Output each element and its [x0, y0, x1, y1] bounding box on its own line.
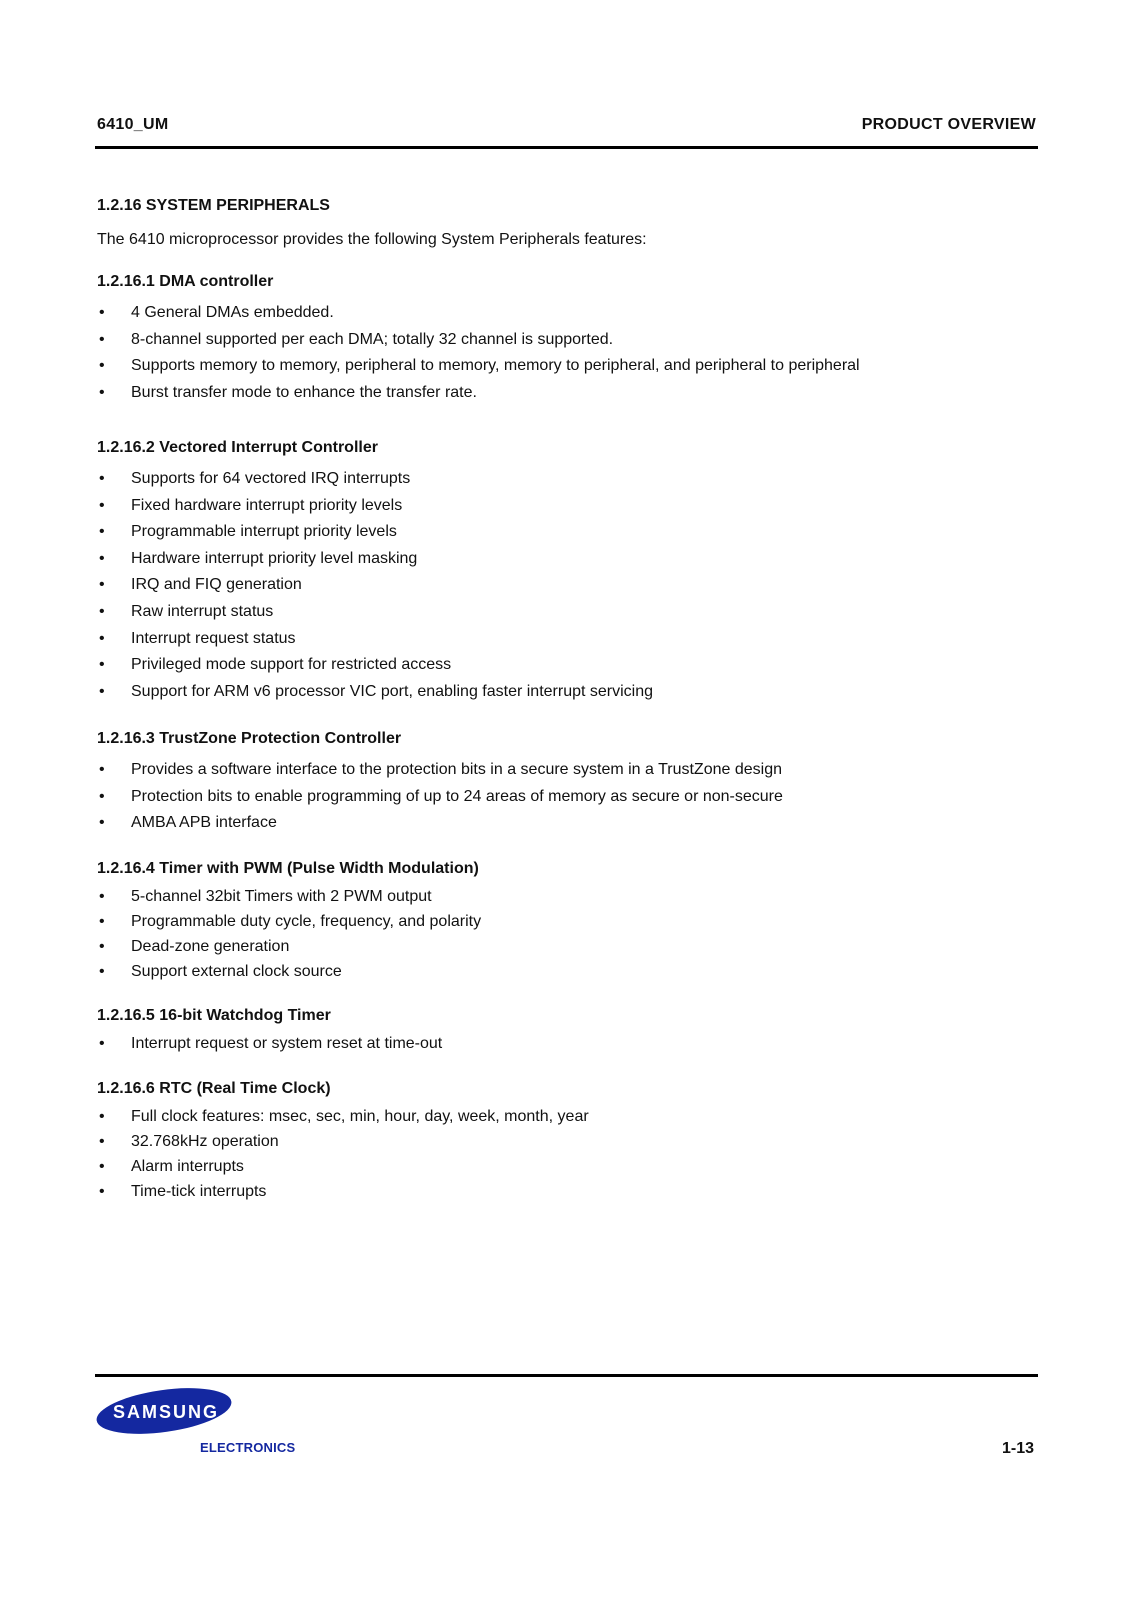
list-item: • AMBA APB interface [97, 810, 1037, 837]
section-title: 1.2.16 SYSTEM PERIPHERALS [97, 197, 330, 214]
bullet-list [97, 300, 1037, 406]
bullet-icon: • [99, 761, 105, 779]
subsection-title: 1.2.16.5 16-bit Watchdog Timer [97, 1006, 331, 1024]
bullet-icon: • [99, 887, 105, 905]
bullet-list [97, 1031, 1037, 1057]
list-item: • Supports for 64 vectored IRQ interrupts [97, 466, 1037, 493]
bullet-icon: • [99, 1034, 105, 1052]
bullet-icon: • [99, 937, 105, 955]
bullet-icon: • [99, 496, 105, 514]
bullet-icon: • [99, 682, 105, 700]
list-item: • Fixed hardware interrupt priority levels [97, 493, 1037, 520]
subsection-watchdog [97, 1004, 1037, 1057]
list-item: • IRQ and FIQ generation [97, 572, 1037, 599]
list-item: • 5-channel 32bit Timers with 2 PWM output [97, 884, 1037, 909]
header-rule [95, 146, 1038, 149]
page-header [95, 116, 1038, 136]
subsection-title: 1.2.16.1 DMA controller [97, 273, 274, 290]
list-item: • Burst transfer mode to enhance the transfer rate. [97, 380, 1037, 407]
bullet-icon: • [99, 912, 105, 930]
bullet-icon: • [99, 962, 105, 980]
bullet-icon: • [99, 1182, 105, 1200]
bullet-icon: • [99, 576, 105, 594]
subsection-rtc [97, 1077, 1037, 1204]
bullet-icon: • [99, 1132, 105, 1150]
svg-text:SAMSUNG: SAMSUNG [112, 1402, 220, 1422]
page-number: 1-13 [1001, 1440, 1034, 1457]
bullet-icon: • [99, 549, 105, 567]
bullet-icon: • [99, 383, 105, 401]
list-item: • Support external clock source [97, 959, 1037, 984]
list-item: • Supports memory to memory, peripheral to memory, memory to peripheral, and peripheral to peripheral [97, 353, 1037, 380]
list-item: • Programmable duty cycle, frequency, and polarity [97, 909, 1037, 934]
subsection-title: 1.2.16.2 Vectored Interrupt Controller [97, 439, 378, 456]
list-item: • Full clock features: msec, sec, min, hour, day, week, month, year [97, 1104, 1037, 1129]
list-item: • Support for ARM v6 processor VIC port, enabling faster interrupt servicing [97, 679, 1037, 706]
list-item: • Provides a software interface to the protection bits in a secure system in a TrustZone design [97, 757, 1037, 784]
bullet-icon: • [99, 470, 105, 487]
subsection-title: 1.2.16.6 RTC (Real Time Clock) [97, 1079, 331, 1097]
chapter-title: PRODUCT OVERVIEW [861, 116, 1036, 133]
electronics-wordmark: ELECTRONICS [200, 1440, 296, 1455]
bullet-icon: • [99, 330, 105, 348]
list-item: • Interrupt request status [97, 626, 1037, 653]
bullet-icon: • [99, 1107, 105, 1125]
list-item: • 8-channel supported per each DMA; totally 32 channel is supported. [97, 327, 1037, 354]
bullet-icon: • [99, 602, 105, 620]
main-content [97, 194, 1037, 1204]
samsung-logo [96, 1385, 236, 1437]
bullet-icon: • [99, 656, 105, 674]
list-item: • Raw interrupt status [97, 599, 1037, 626]
bullet-icon: • [99, 787, 105, 805]
bullet-list [97, 884, 1037, 984]
list-item: • Hardware interrupt priority level masking [97, 546, 1037, 573]
list-item: • Protection bits to enable programming of up to 24 areas of memory as secure or non-secure [97, 784, 1037, 811]
list-item: • 4 General DMAs embedded. [97, 300, 1037, 327]
list-item: • Dead-zone generation [97, 934, 1037, 959]
subsection-title: 1.2.16.3 TrustZone Protection Controller [97, 730, 402, 748]
bullet-list [97, 466, 1037, 705]
bullet-icon: • [99, 357, 105, 374]
subsection-vic [97, 436, 1037, 705]
bullet-icon: • [99, 629, 105, 647]
section-intro: The 6410 microprocessor provides the following System Peripherals features: [97, 231, 647, 248]
list-item: • Alarm interrupts [97, 1154, 1037, 1179]
bullet-list [97, 1104, 1037, 1204]
list-item: • 32.768kHz operation [97, 1129, 1037, 1154]
bullet-icon: • [99, 304, 105, 321]
bullet-icon: • [99, 523, 105, 541]
bullet-icon: • [99, 814, 105, 832]
bullet-list [97, 757, 1037, 837]
list-item: • Privileged mode support for restricted access [97, 652, 1037, 679]
list-item: • Time-tick interrupts [97, 1179, 1037, 1204]
subsection-tzpc [97, 727, 1037, 837]
bullet-icon: • [99, 1157, 105, 1175]
list-item: • Programmable interrupt priority levels [97, 519, 1037, 546]
subsection-timer [97, 857, 1037, 984]
subsection-dma [97, 270, 1037, 406]
document-id: 6410_UM [97, 116, 169, 133]
subsection-title: 1.2.16.4 Timer with PWM (Pulse Width Modulation) [97, 859, 479, 877]
list-item: • Interrupt request or system reset at time-out [97, 1031, 1037, 1057]
footer-rule [95, 1374, 1038, 1377]
